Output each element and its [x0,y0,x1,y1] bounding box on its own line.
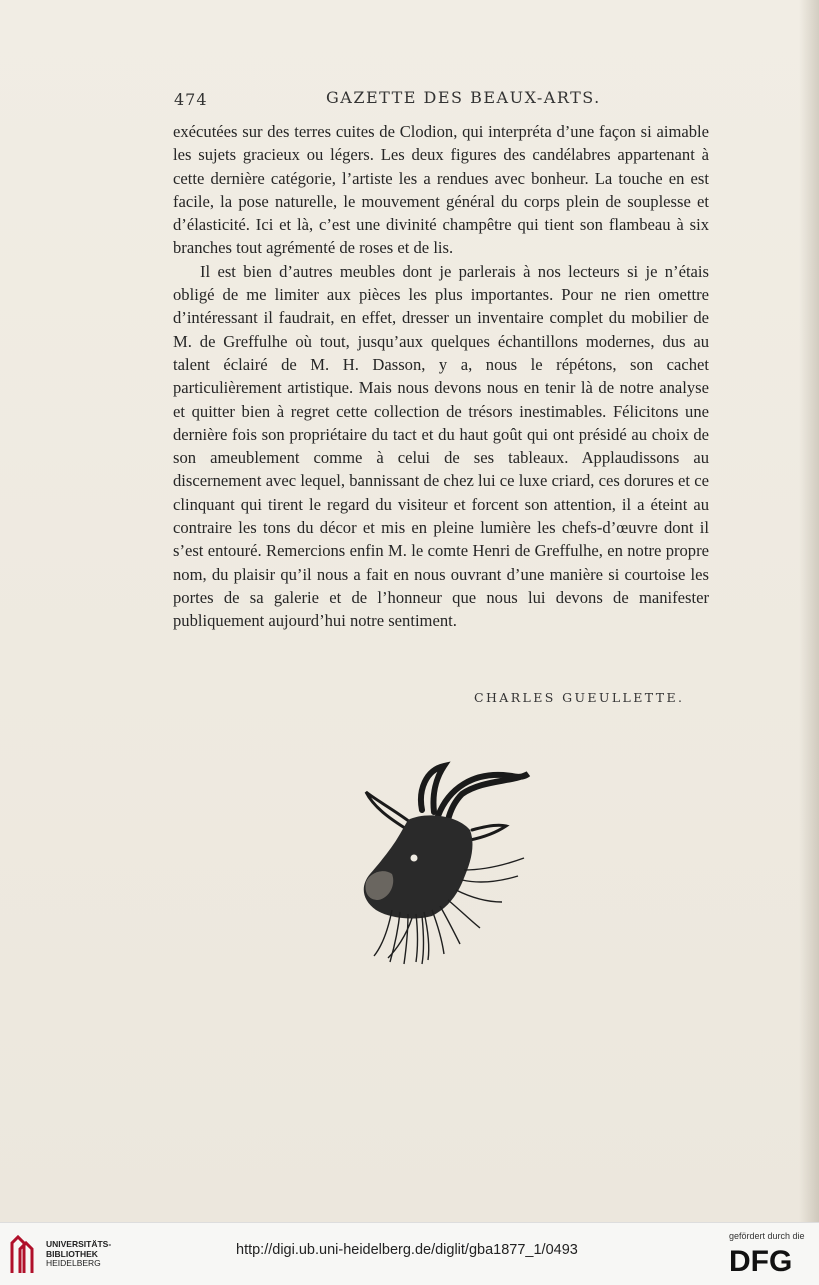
paragraph-2: Il est bien d’autres meubles dont je parlerais à nos lecteurs si je n’étais obligé de me limiter aux pièces les plus importantes. Pour ne rien omettre d’intéressant il faudrait, en effet, dresser un inventaire complet du mobilier de M. de Greffulhe où tout, jusqu’aux quelques échantillons modernes, dus au talent éclairé de M. H. Dasson, y a, nous le répétons, son cachet particulièrement artistique. Mais nous devons nous en tenir là de notre analyse et quitter bien à regret cette collection de trésors inestimables. Félicitons une dernière fois son propriétaire du tact et du haut goût qui ont présidé au choix de son ameublement comme à celui de ses tableaux. Applaudissons au discernement avec lequel, bannissant de chez lui ce luxe criard, ces dorures et ce clinquant qui tirent le regard du visiteur et forcent son attention, il a éteint au contraire les tons du décor et mis en pleine lumière les chefs-d’œuvre dont il s’est entouré. Remercions enfin M. le comte Henri de Greffulhe, en notre propre nom, du plaisir qu’il nous a fait en nous ouvrant d’une manière si courtoise les portes de sa galerie et de l’honneur que nous lui devons de manifester publiquement aujourd’hui notre sentiment. [173,261,709,631]
library-name-line-3: HEIDELBERG [46,1258,101,1268]
library-name-line-2: BIBLIOTHEK [46,1248,98,1259]
dfg-logo: DFG [729,1245,793,1278]
footer-bar [0,1222,819,1285]
page-number: 474 [174,90,208,109]
page-edge-shadow [799,0,819,1222]
article-body [173,120,709,633]
funder-caption: gefördert durch die [729,1231,805,1241]
library-name [46,1240,111,1269]
running-head: GAZETTE DES BEAUX-ARTS. [326,88,601,107]
paragraph-1: exécutées sur des terres cuites de Clodion, qui interpréta d’une façon si aimable les sujets gracieux ou légers. Les deux figures des candélabres appartenant à cette dernière catégorie, l’artiste les a rendues avec bonheur. La touche en est facile, la pose naturelle, le mouvement général du corps plein de souplesse et d’élasticité. Ici et là, c’est une divinité champêtre qui tient son flambeau à six branches tout agrémenté de roses et de lis. [173,122,709,258]
permalink-url[interactable]: http://digi.ub.uni-heidelberg.de/diglit/gba1877_1/0493 [236,1242,578,1258]
university-library-logo-icon [8,1235,38,1275]
library-name-line-1: UNIVERSITÄTS- [46,1239,112,1249]
author-signature: CHARLES GUEULLETTE. [474,690,685,705]
goat-head-engraving-icon [352,760,532,966]
